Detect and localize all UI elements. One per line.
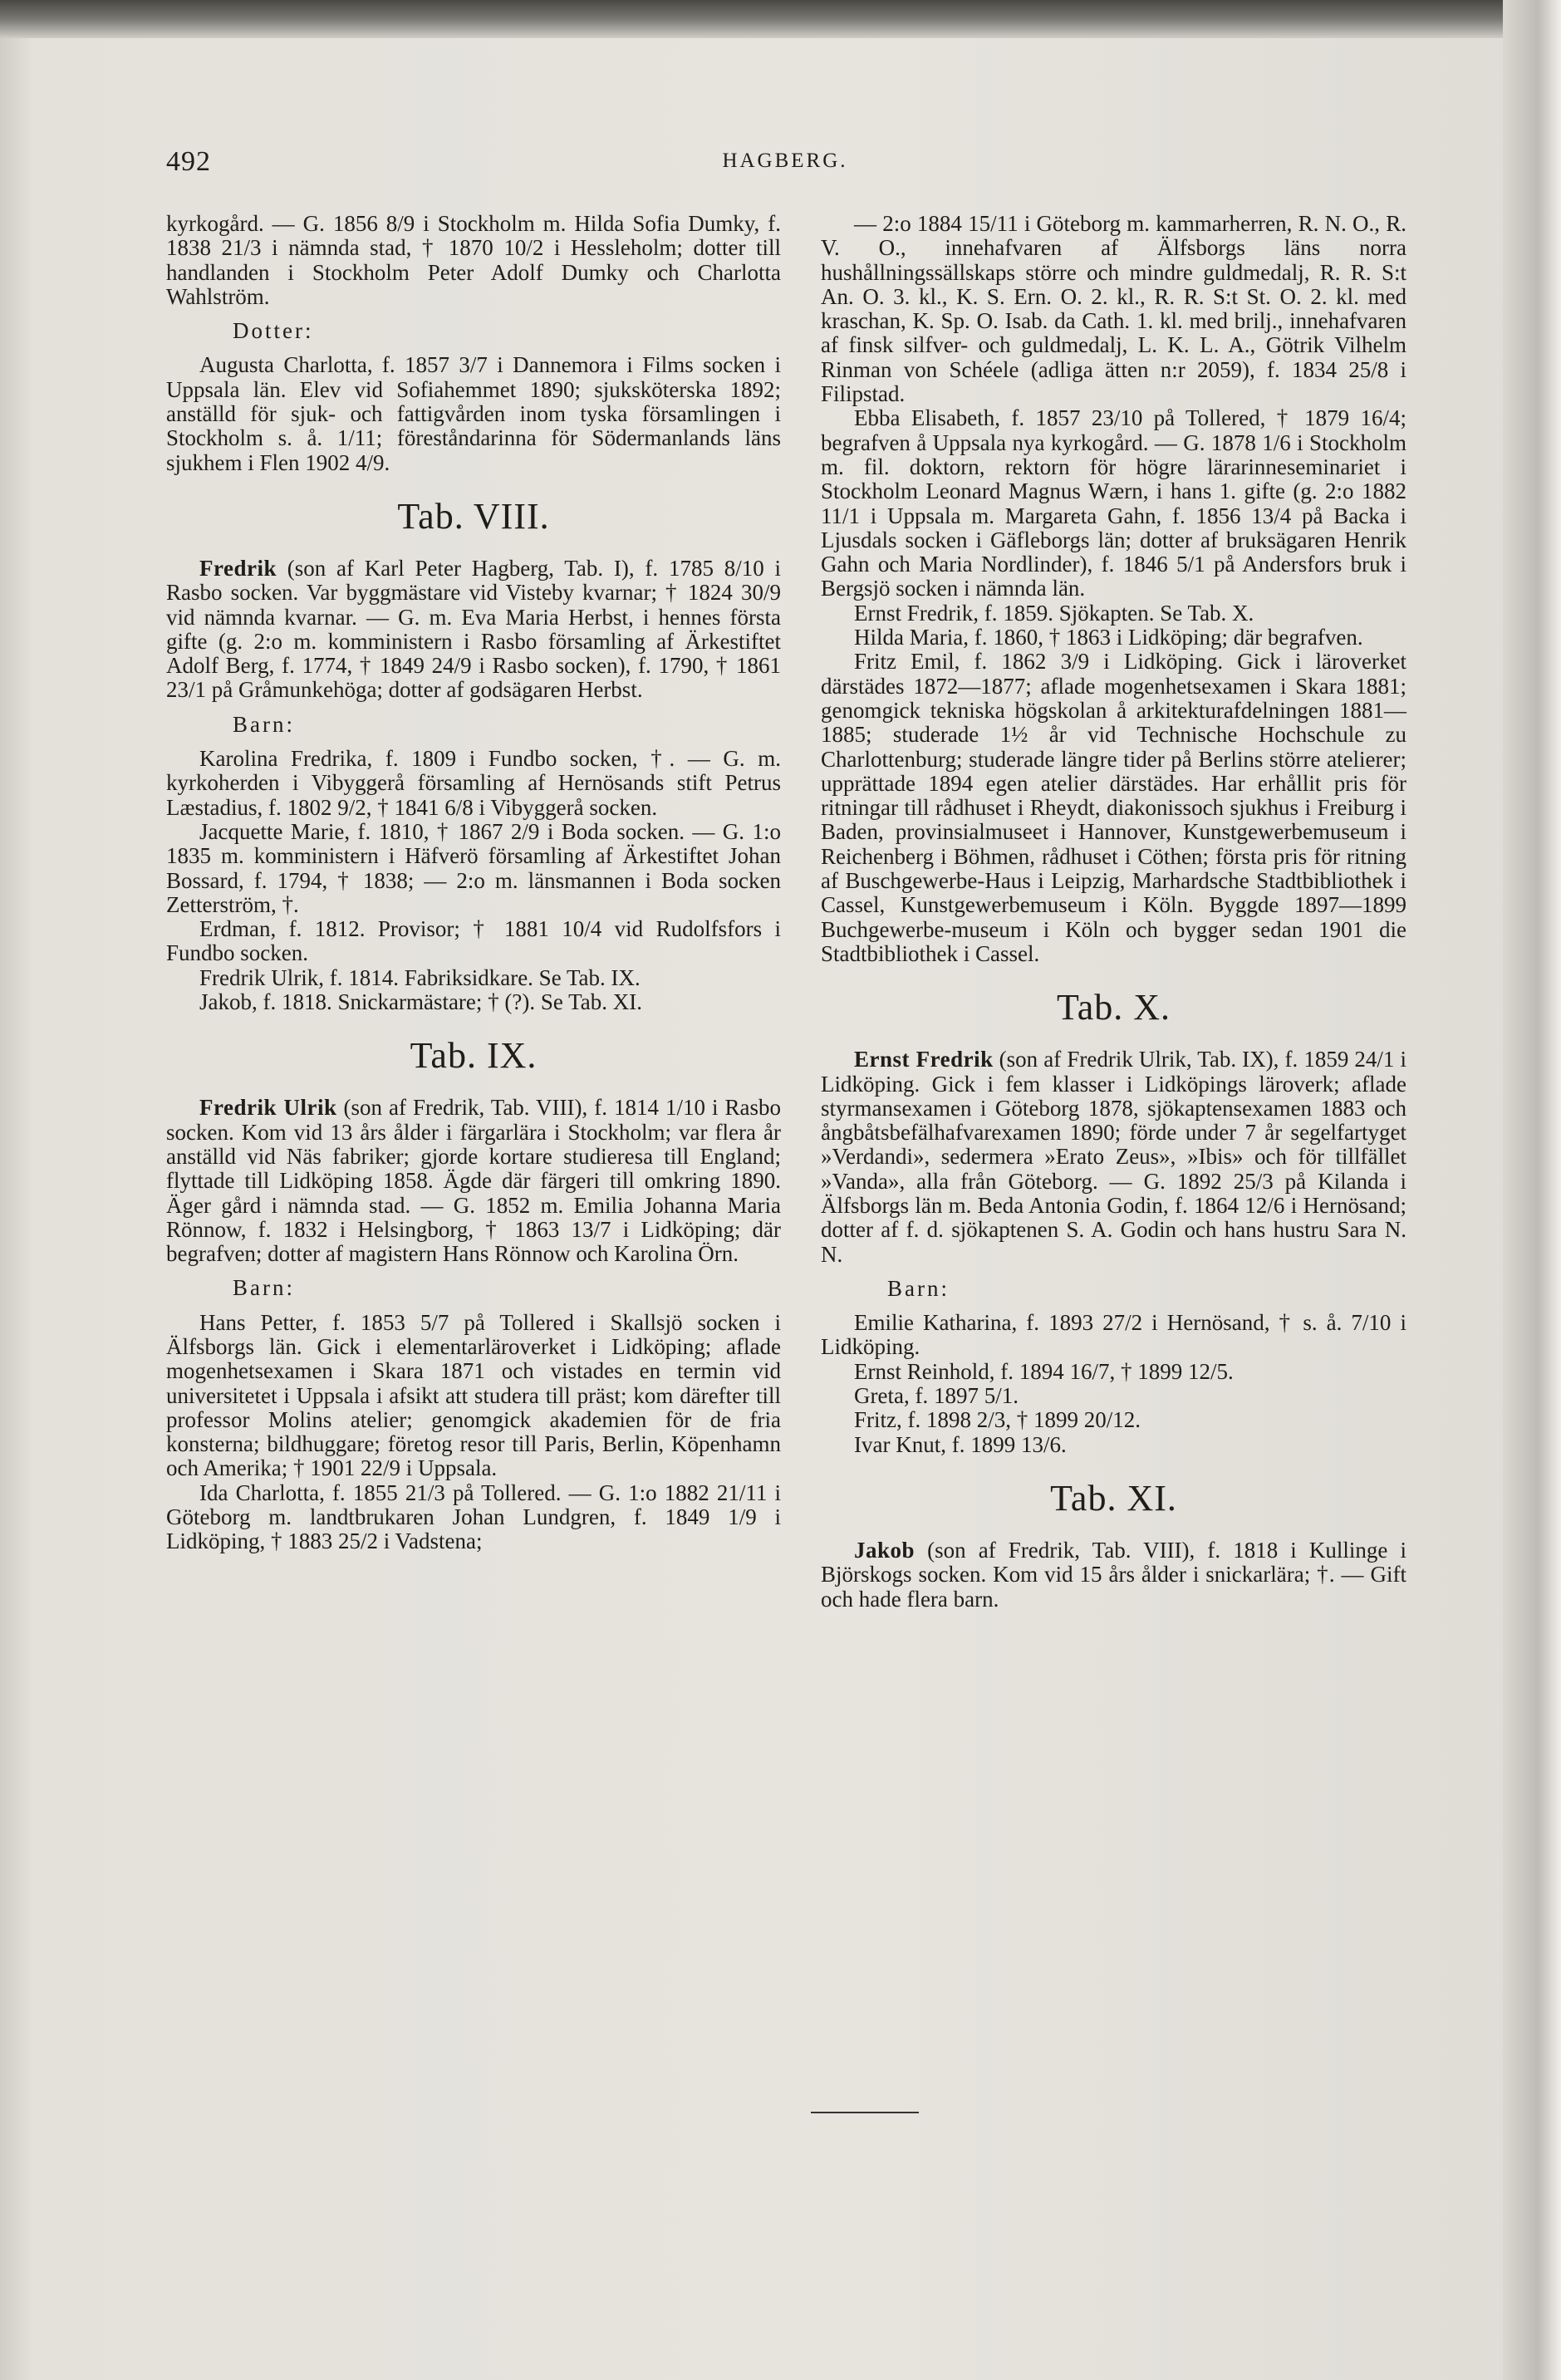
paragraph: Augusta Charlotta, f. 1857 3/7 i Dannemora i Films socken i Uppsala län. Elev vid Sofiahemmet 1890; sjuksköterska 1892; anställd för sjuk- och fattigvården inom tyska församlingen i Stockholm s. å. 1/11; föreståndarinna för Södermanlands läns sjukhem i Flen 1902 4/9. [166,352,781,475]
running-head: HAGBERG. [722,150,848,172]
table-heading: Tab. IX. [410,1035,538,1077]
entry-text: (son af Karl Peter Hagberg, Tab. I), f. 1785 8/10 i Rasbo socken. Var byggmästare vid Visteby kvarnar; † 1824 30/9 vid nämnda kvarnar. — G. m. Eva Maria Herbst, i hennes första gifte (g. 2:o m. komministern i Rasbo församling af Ärkestiftet Adolf Berg, f. 1774, † 1849 24/9 i Rasbo socken), f. 1790, † 1861 23/1 på Gråmunkehöga; dotter af godsägaren Herbst. [166,555,781,703]
page-top-edge [0,0,1561,38]
paragraph: Ernst Fredrik, f. 1859. Sjökapten. Se Tab. X. [854,600,1254,626]
paragraph: Fritz, f. 1898 2/3, † 1899 20/12. [854,1407,1141,1433]
table-heading: Tab. X. [1056,987,1171,1028]
paragraph: Fritz Emil, f. 1862 3/9 i Lidköping. Gick i läroverket därstädes 1872—1877; aflade mogenhetsexamen i Skara 1881; genomgick tekniska högskolan å arkitekturafdelningen 1881—1885; studerade 1½ år vid Technische Hochschule zu Charlottenburg; studerade längre tider på Berlins större atelierer; upprättade 1894 egen atelier därstädes. Har erhållit pris för ritningar till rådhuset i Rheydt, diakonissoch sjukhus i Freiburg i Baden, provinsialmuseet i Hannover, Kunstgewerbemuseum i Reichenberg i Böhmen, rådhuset i Cöthen; första pris för ritning af Buschgewerbe-Haus i Leipzig, Marhardsche Stadtbibliothek i Cassel, Kunstgewerbemuseum i Köln. Byggde 1897—1899 Buchgewerbe-museum i Köln och bygger sedan 1901 die Stadtbibliothek i Cassel. [821,649,1406,966]
paragraph: Hans Petter, f. 1853 5/7 på Tollered i Skallsjö socken i Älfsborgs län. Gick i elementarläroverket i Lidköping; aflade mogenhetsexamen i Skara 1871 och vistades en termin vid universitetet i Uppsala i afsikt att studera till präst; kom därefter till professor Molins atelier; genomgick akademien för de fria konsterna; bildhuggare; företog resor till Paris, Berlin, Köpenhamn och Amerika; † 1901 22/9 i Uppsala. [166,1309,781,1481]
paragraph: Jakob, f. 1818. Snickarmästare; † (?). Se Tab. XI. [199,989,642,1015]
paragraph: Jacquette Marie, f. 1810, † 1867 2/9 i Boda socken. — G. 1:o 1835 m. komministern i Häfverö församling af Ärkestiftet Johan Bossard, f. 1794, † 1838; — 2:o m. länsmannen i Boda socken Zetterström, †. [166,818,781,917]
entry-paragraph [821,1538,1406,1612]
page-header [166,146,1404,179]
entry-name: Fredrik [199,555,277,581]
left-column [166,212,781,1554]
entry-paragraph [821,1048,1406,1267]
paragraph: Emilie Katharina, f. 1893 27/2 i Hernösand, † s. å. 7/10 i Lidköping. [821,1310,1406,1360]
section-subheading: Barn: [233,711,295,737]
paragraph: Karolina Fredrika, f. 1809 i Fundbo socken, †. — G. m. kyrkoherden i Vibyggerå församling af Hernösands stift Petrus Læstadius, f. 1802 9/2, † 1841 6/8 i Vibyggerå socken. [166,746,781,820]
entry-name: Jakob [854,1537,915,1563]
paragraph: Erdman, f. 1812. Provisor; † 1881 10/4 vid Rudolfsfors i Fundbo socken. [166,916,781,966]
end-rule [811,2112,919,2113]
paragraph: Ivar Knut, f. 1899 13/6. [854,1431,1067,1457]
table-heading: Tab. VIII. [397,495,550,537]
entry-name: Ernst Fredrik [854,1047,994,1072]
entry-paragraph [166,557,781,703]
page-right-edge [1503,0,1561,2380]
entry-text: (son af Fredrik, Tab. VIII), f. 1818 i Kullinge i Björskogs socken. Kom vid 15 års ålder i snickarlära; †. — Gift och hade flera barn. [821,1537,1406,1612]
section-subheading: Dotter: [233,318,314,344]
paragraph: Ebba Elisabeth, f. 1857 23/10 på Tollered, † 1879 16/4; begrafven å Uppsala nya kyrkogård. — G. 1878 1/6 i Stockholm m. fil. doktorn, rektorn för högre lärarinneseminariet i Stockholm Leonard Magnus Wærn, i hans 1. gifte (g. 2:o 1882 11/1 i Uppsala m. Margareta Gahn, f. 1856 13/4 på Backa i Ljusdals socken i Gäfleborgs län; dotter af bruksägaren Henrik Gahn och Maria Nordlinder), f. 1846 5/1 på Andersfors bruk i Bergsjö socken i nämnda län. [821,405,1406,601]
paragraph: Fredrik Ulrik, f. 1814. Fabriksidkare. Se Tab. IX. [199,964,641,990]
page-number: 492 [166,146,211,177]
entry-text: (son af Fredrik Ulrik, Tab. IX), f. 1859 24/1 i Lidköping. Gick i fem klasser i Lidköpings läroverk; aflade styrmansexamen i Göteborg 1878, sjökaptensexamen 1883 och ångbåtsbefälhafvarexamen 1890; förde under 7 år segelfartyget »Verdandi», sedermera »Erato Zeus», »Ibis» och för tillfället »Vanda», alla från Göteborg. — G. 1892 25/3 på Kilanda i Älfsborgs län m. Beda Antonia Godin, f. 1864 12/6 i Hernösand; dotter af f. d. sjökaptenen S. A. Godin och hans hustru Sara N. N. [821,1047,1407,1267]
paragraph: Ida Charlotta, f. 1855 21/3 på Tollered. — G. 1:o 1882 21/11 i Göteborg m. landtbrukaren Johan Lundgren, f. 1849 1/9 i Lidköping, † 1883 25/2 i Vadstena; [166,1480,781,1554]
section-subheading: Barn: [233,1275,295,1301]
entry-name: Fredrik Ulrik [199,1095,337,1121]
paragraph: — 2:o 1884 15/11 i Göteborg m. kammarherren, R. N. O., R. V. O., innehafvaren af Älfsborgs läns norra hushållningssällskaps större och mindre guldmedalj, R. R. S:t An. O. 3. kl., K. S. Ern. O. 2. kl., R. R. S:t St. O. 2. kl. med kraschan, K. Sp. O. Isab. da Cath. 1. kl. med brilj., innehafvaren af finsk silfver- och guldmedalj, L. K. L. A., Götrik Vilhelm Rinman von Schéele (adliga ätten n:r 2059), f. 1834 25/8 i Filipstad. [821,211,1406,407]
paragraph: Greta, f. 1897 5/1. [854,1383,1019,1409]
table-heading: Tab. XI. [1050,1477,1177,1519]
right-column [821,212,1406,1612]
paragraph: kyrkogård. — G. 1856 8/9 i Stockholm m. Hilda Sofia Dumky, f. 1838 21/3 i nämnda stad, † 1870 10/2 i Hessleholm; dotter till handlanden i Stockholm Peter Adolf Dumky och Charlotta Wahlström. [166,211,781,309]
entry-text: (son af Fredrik, Tab. VIII), f. 1814 1/10 i Rasbo socken. Kom vid 13 års ålder i färgarlära i Stockholm; var flera år anställd vid Näs fabriker; gjorde kortare studieresa till England; flyttade till Lidköping 1858. Ägde där färgeri till omkring 1890. Äger gård i nämnda stad. — G. 1852 m. Emilia Johanna Maria Rönnow, f. 1832 i Helsingborg, † 1863 13/7 i Lidköping; där begrafven; dotter af magistern Hans Rönnow och Karolina Örn. [166,1095,782,1267]
paragraph: Hilda Maria, f. 1860, † 1863 i Lidköping; där begrafven. [854,625,1363,650]
paragraph: Ernst Reinhold, f. 1894 16/7, † 1899 12/5. [854,1358,1234,1384]
section-subheading: Barn: [887,1275,950,1301]
entry-paragraph [166,1096,781,1266]
